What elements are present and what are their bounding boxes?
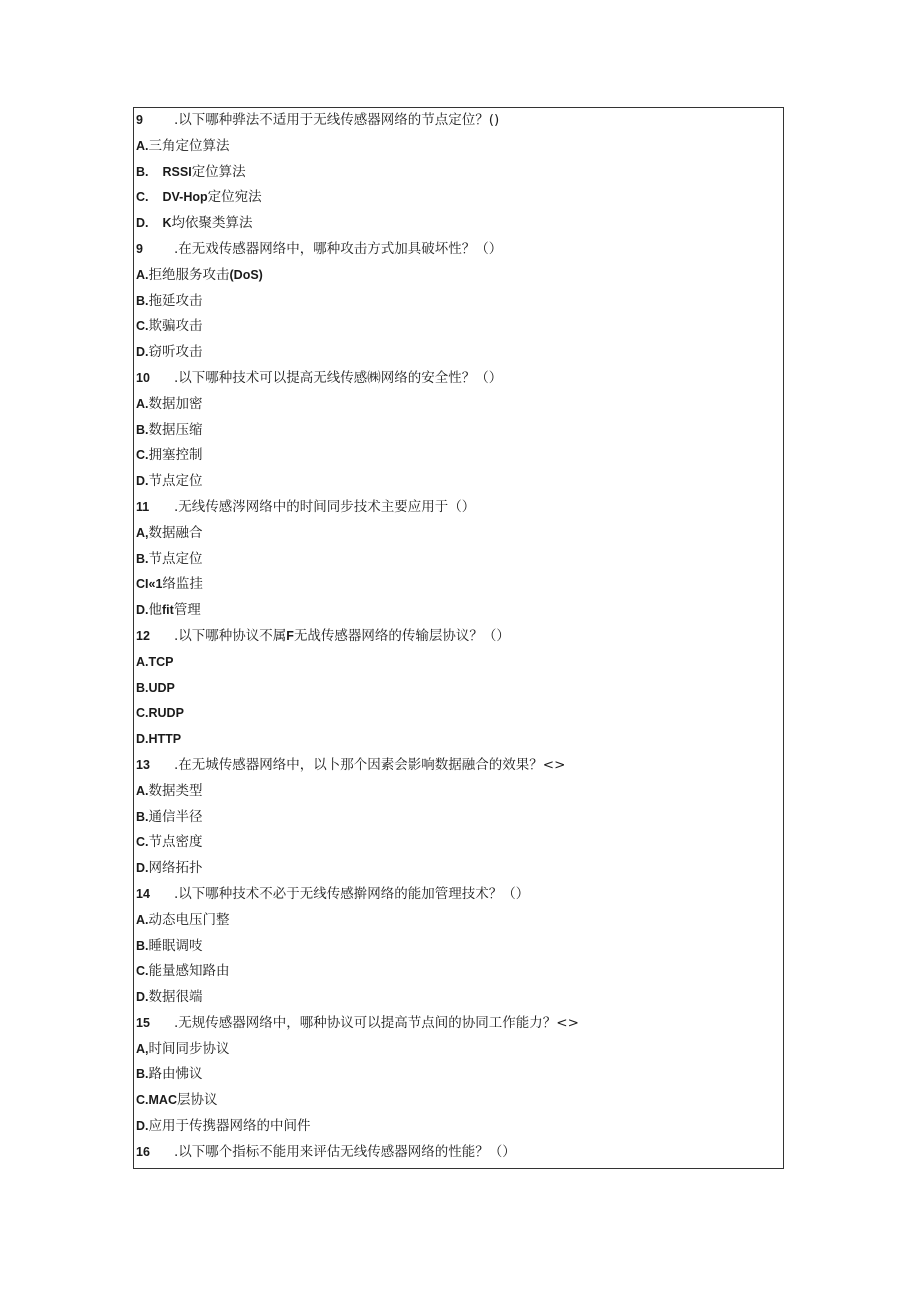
latin-term: F — [286, 628, 294, 643]
option-line — [136, 572, 779, 598]
line-text: 拥塞控制 — [148, 447, 203, 464]
option-letter: D. — [136, 1119, 149, 1134]
option-letter: A.TCP — [136, 654, 174, 669]
option-letter: B. — [136, 293, 149, 308]
option-letter: B. — [136, 1067, 149, 1082]
option-line — [136, 443, 779, 469]
option-letter: C. — [136, 448, 149, 463]
line-text: 动态电压门整 — [148, 911, 230, 928]
option-letter: D. — [136, 216, 149, 231]
line-text: 节点定位 — [148, 550, 203, 567]
line-text: .以下哪个指标不能用来评估无线传感器网络的性能？（） — [174, 1143, 516, 1160]
option-line — [136, 959, 779, 985]
option-line — [136, 392, 779, 418]
line-text: .以下哪种技术不必于无线传感擀网络的能加管理技术？（） — [174, 885, 530, 902]
question-number: 11 — [136, 499, 150, 514]
option-letter: B.UDP — [136, 680, 175, 695]
option-letter: D. — [136, 345, 149, 360]
question-line — [136, 108, 779, 134]
option-letter: D. — [136, 861, 149, 876]
option-letter: A. — [136, 396, 149, 411]
question-number: 9 — [136, 113, 143, 127]
option-letter: A, — [136, 1041, 149, 1056]
latin-term: fit — [162, 603, 174, 618]
question-number: 16 — [136, 1144, 150, 1159]
option-line — [136, 160, 779, 186]
line-text: .以下哪种骅法不适用于无线传感器网络的节点定位？() — [174, 112, 500, 128]
option-line — [136, 701, 779, 727]
option-letter: B. — [136, 422, 149, 437]
line-text: 睡眠调吱 — [148, 937, 203, 954]
line-text: 节点定位 — [148, 473, 203, 490]
option-letter: D.HTTP — [136, 732, 182, 747]
option-line — [136, 805, 779, 831]
line-text: 拒绝服务攻击 — [148, 266, 230, 283]
question-number: 12 — [136, 628, 150, 643]
question-number: 13 — [136, 757, 150, 772]
question-line — [136, 1140, 779, 1166]
option-line — [136, 856, 779, 882]
option-letter: A, — [136, 525, 149, 540]
latin-term: DV-Hop — [162, 190, 208, 205]
question-number: 10 — [136, 370, 150, 385]
option-letter: D. — [136, 990, 149, 1005]
option-letter: CI«1 — [136, 577, 163, 592]
question-line — [136, 753, 779, 779]
option-line — [136, 418, 779, 444]
option-line — [136, 521, 779, 547]
question-line — [136, 237, 779, 263]
line-text: .无线传感涔网络中的时间同步技术主要应用于（） — [174, 498, 476, 515]
option-line — [136, 547, 779, 573]
option-letter: A. — [136, 267, 149, 282]
line-text: 定位宛法 — [207, 189, 262, 206]
option-letter: C.RUDP — [136, 706, 184, 721]
line-text: 窃听攻击 — [148, 344, 203, 361]
question-number: 15 — [136, 1015, 150, 1030]
option-line — [136, 289, 779, 315]
option-letter: B. — [136, 164, 149, 179]
option-line — [136, 727, 779, 753]
line-text: 拖延攻击 — [148, 292, 203, 309]
option-letter: A. — [136, 912, 149, 927]
line-text: 应用于传携器网络的中间件 — [148, 1118, 311, 1135]
option-letter: A. — [136, 138, 149, 153]
option-line — [136, 1088, 779, 1114]
line-text: 数据加密 — [148, 395, 203, 412]
line-text: 数据压缩 — [148, 421, 203, 438]
option-letter: C. — [136, 964, 149, 979]
option-line — [136, 469, 779, 495]
latin-term: K — [162, 216, 172, 231]
line-text: .在无城传感器网络中，以卜那个因素会影响数据融合的效果？<> — [174, 756, 566, 773]
question-list — [136, 108, 779, 1166]
line-text-continued: 无战传感器网络的传输层协议？（） — [293, 627, 510, 644]
option-line — [136, 211, 779, 237]
question-line — [136, 495, 779, 521]
latin-term: (DoS) — [229, 267, 263, 282]
line-text: 他 — [148, 602, 162, 619]
line-text: .以下哪种技术可以提高无线传感㈱网络的安全性？（） — [174, 369, 503, 386]
latin-term: RSSI — [162, 164, 192, 179]
line-text-continued: 管理 — [173, 602, 201, 619]
option-line — [136, 185, 779, 211]
question-line — [136, 1011, 779, 1037]
option-line — [136, 1037, 779, 1063]
line-text: 均依聚类算法 — [171, 215, 253, 232]
question-line — [136, 624, 779, 650]
line-text: 欺骗攻击 — [148, 318, 203, 335]
line-text: 数据很端 — [148, 989, 203, 1006]
option-letter: A. — [136, 783, 149, 798]
question-number: 9 — [136, 241, 143, 256]
option-letter: B. — [136, 938, 149, 953]
option-letter: B. — [136, 551, 149, 566]
line-text: 三角定位算法 — [148, 137, 230, 154]
line-text: 通信半径 — [148, 808, 203, 825]
option-letter: C. — [136, 835, 149, 850]
option-line — [136, 934, 779, 960]
option-line — [136, 134, 779, 160]
option-letter: C. — [136, 319, 149, 334]
line-text: 时间同步协议 — [148, 1040, 230, 1057]
line-text: 定位算法 — [191, 163, 246, 180]
option-line — [136, 1114, 779, 1140]
option-line — [136, 676, 779, 702]
line-text: 能量感知路由 — [148, 963, 230, 980]
line-text: 层协议 — [176, 1092, 218, 1109]
option-line — [136, 650, 779, 676]
line-text: .在无戏传感器网络中，哪种攻击方式加具破坏性？（） — [174, 240, 503, 257]
question-line — [136, 366, 779, 392]
option-line — [136, 908, 779, 934]
option-letter: C.MAC — [136, 1093, 177, 1108]
option-line — [136, 779, 779, 805]
option-letter: D. — [136, 474, 149, 489]
line-text: .无规传感器网络中，哪种协议可以提高节点间的协同工作能力？<> — [174, 1014, 579, 1031]
option-letter: D. — [136, 603, 149, 618]
question-line — [136, 882, 779, 908]
line-text: 数据类型 — [148, 782, 203, 799]
document-frame — [133, 107, 784, 1169]
line-text: 路由怫议 — [148, 1066, 203, 1083]
question-number: 14 — [136, 886, 150, 901]
option-letter: B. — [136, 809, 149, 824]
line-text: 节点密度 — [148, 834, 203, 851]
line-text: 网络拓扑 — [148, 860, 203, 877]
option-line — [136, 598, 779, 624]
option-line — [136, 1062, 779, 1088]
option-line — [136, 830, 779, 856]
option-line — [136, 985, 779, 1011]
line-text: 数据融合 — [148, 524, 203, 541]
option-letter: C. — [136, 190, 149, 205]
option-line — [136, 314, 779, 340]
line-text: .以下哪种协议不属 — [174, 627, 287, 644]
option-line — [136, 263, 779, 289]
option-line — [136, 340, 779, 366]
line-text: 络监挂 — [162, 576, 203, 593]
